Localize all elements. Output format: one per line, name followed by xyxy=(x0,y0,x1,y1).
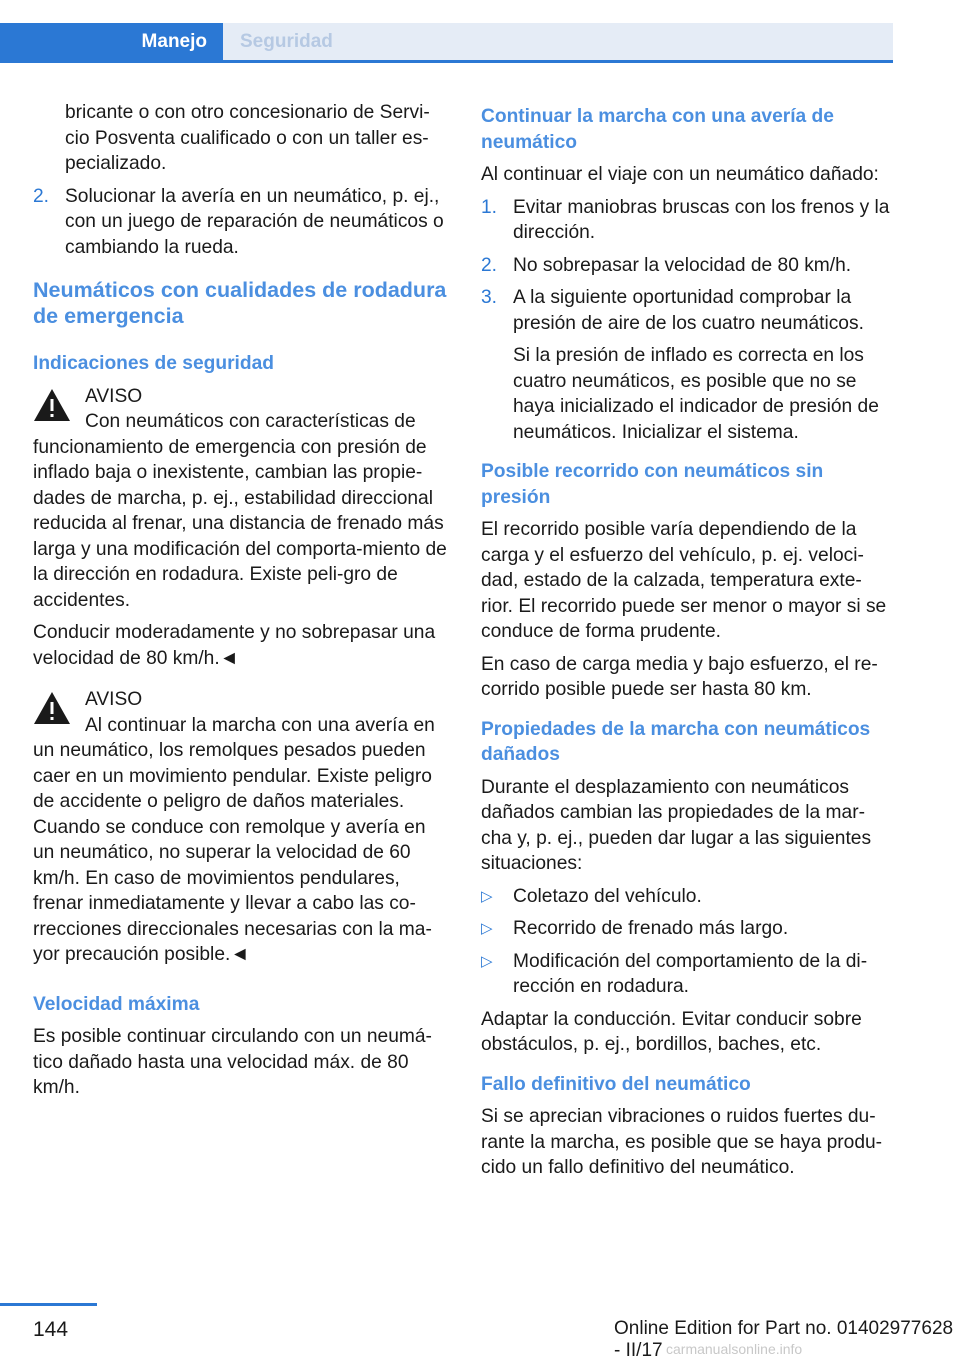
left-column xyxy=(33,100,448,1108)
paragraph: Adaptar la conducción. Evitar conducir sobre obstáculos, p. ej., bordillos, baches, etc. xyxy=(481,1008,862,1055)
subsection-heading: Posible recorrido con neumáticos sin presión xyxy=(481,461,824,508)
paragraph: Durante el desplazamiento con neumáticos dañados cambian las propiedades de la mar-cha y, p. ej., pueden dar lugar a las siguientes situaciones: xyxy=(481,776,872,874)
bullet-item xyxy=(481,884,891,910)
right-column xyxy=(481,100,891,1188)
warning-triangle-icon xyxy=(33,691,71,725)
list-text: Solucionar la avería en un neumático, p. ej., con un juego de reparación de neumáticos o cambiando la rueda. xyxy=(65,185,444,258)
list-text: Evitar maniobras bruscas con los frenos y la dirección. xyxy=(513,196,890,243)
list-item xyxy=(481,195,891,246)
bullet-triangle-icon: ▷ xyxy=(481,887,493,905)
list-item-continuation: Si la presión de inflado es correcta en los cuatro neumáticos, es posible que no se haya inicializado el indicador de presión de neumáticos. Inicializar el sistema. xyxy=(513,345,879,443)
bullet-text: Recorrido de frenado más largo. xyxy=(513,918,789,939)
list-text: No sobrepasar la velocidad de 80 km/h. xyxy=(513,254,852,276)
warning-text: Al continuar la marcha con una avería en un neumático, los remolques pesados pueden caer en un movimiento pendular. Existe peligro de accidente o peligro de daños materiales. Cuando se conduce con remolque y avería en un neumático, no superar la velocidad de 60 km/h. En caso de movimientos pendulares, frenar inmediatamente y llevar a cabo las co-rrecciones direccionales necesarias con la ma-yor precaución posible.◄ xyxy=(33,714,435,965)
paragraph: Al continuar el viaje con un neumático dañado: xyxy=(481,164,879,185)
tab-manejo[interactable]: Manejo xyxy=(0,23,223,63)
subsection-heading: Propiedades de la marcha con neumáticos dañados xyxy=(481,718,871,765)
list-number: 1. xyxy=(481,196,498,218)
bullet-triangle-icon: ▷ xyxy=(481,920,493,937)
section-heading: Neumáticos con cualidades de rodadura de emergencia xyxy=(33,278,447,328)
bullet-triangle-icon: ▷ xyxy=(481,952,493,970)
list-item-continuation: bricante o con otro concesionario de Servi-cio Posventa cualificado o con un taller es-pecializado. xyxy=(65,102,430,174)
footer-rule xyxy=(0,1303,97,1306)
warning-title: AVISO xyxy=(85,385,143,407)
edition-text: Online Edition for Part no. 01402977628 - II/17 xyxy=(614,1318,954,1361)
list-number: 3. xyxy=(481,287,498,308)
paragraph: En caso de carga media y bajo esfuerzo, el re-corrido posible puede ser hasta 80 km. xyxy=(481,653,878,700)
bullet-text: Modificación del comportamiento de la di-rección en rodadura. xyxy=(513,950,868,997)
subsection-heading: Indicaciones de seguridad xyxy=(33,353,274,374)
list-text: A la siguiente oportunidad comprobar la presión de aire de los cuatro neumáticos. xyxy=(513,287,864,334)
list-number: 2. xyxy=(33,185,50,207)
bullet-text: Coletazo del vehículo. xyxy=(513,885,702,907)
paragraph: Conducir moderadamente y no sobrepasar una velocidad de 80 km/h.◄ xyxy=(33,622,436,669)
list-number: 2. xyxy=(481,254,498,276)
warning-block xyxy=(33,687,448,968)
warning-triangle-icon xyxy=(33,388,71,422)
subsection-heading: Fallo definitivo del neumático xyxy=(481,1073,751,1095)
warning-block xyxy=(33,384,448,614)
list-item xyxy=(481,253,891,279)
subsection-heading: Continuar la marcha con una avería de neumático xyxy=(481,106,834,153)
watermark: carmanualsonline.info xyxy=(666,1341,803,1357)
list-item xyxy=(33,184,448,261)
paragraph: Si se aprecian vibraciones o ruidos fuertes du-rante la marcha, es posible que se haya produ-cido un fallo definitivo del neumático. xyxy=(481,1106,883,1178)
bullet-item xyxy=(481,949,891,1000)
warning-title: AVISO xyxy=(85,689,143,710)
page-header xyxy=(0,0,960,64)
list-item xyxy=(481,285,891,336)
paragraph: Es posible continuar circulando con un neumá-tico dañado hasta una velocidad máx. de 80 km/h. xyxy=(33,1026,432,1098)
tab-seguridad[interactable]: Seguridad xyxy=(240,31,333,52)
page-number: 144 xyxy=(33,1318,69,1341)
warning-text: Con neumáticos con características de funcionamiento de emergencia con presión de inflado baja o inexistente, cambian las propie-dades de marcha, p. ej., estabilidad direccional reducida al frenar, una distancia de frenado más larga y una modificación del comporta-miento de la dirección en rodadura. Existe peli-gro de accidentes. xyxy=(33,411,447,611)
bullet-item xyxy=(481,916,891,942)
paragraph: El recorrido posible varía dependiendo de la carga y el esfuerzo del vehículo, p. ej. veloci-dad, estado de la calzada, temperatura exte-rior. El recorrido puede ser menor o mayor si se conduce de forma prudente. xyxy=(481,519,887,642)
subsection-heading: Velocidad máxima xyxy=(33,993,200,1015)
